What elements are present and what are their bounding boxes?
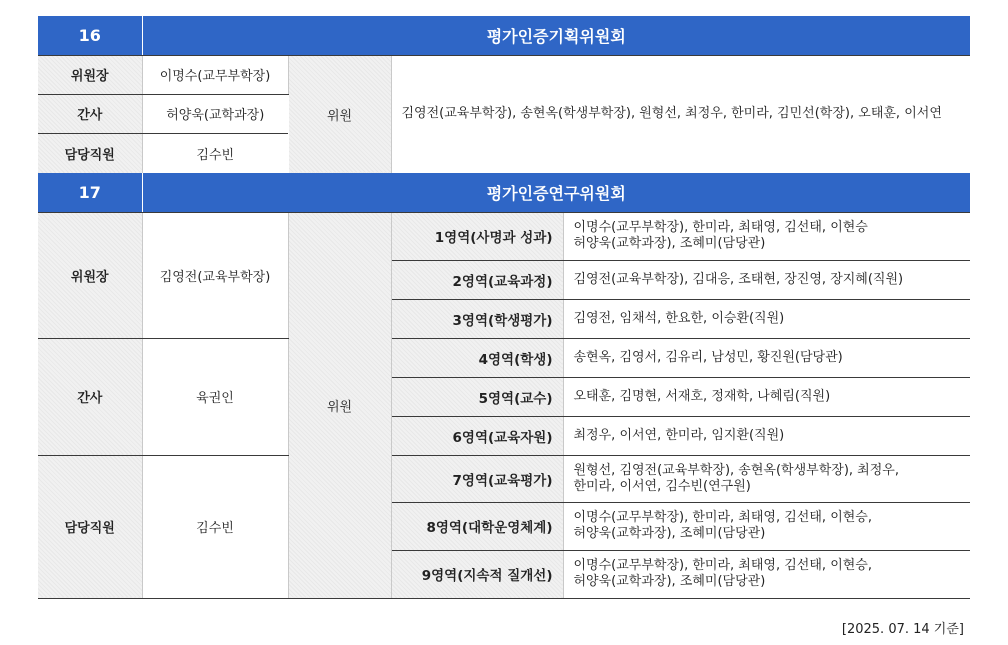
committee-name: 평가인증기획위원회 bbox=[142, 16, 970, 55]
secretary-value: 육권인 bbox=[142, 338, 288, 455]
chair-value: 김영전(교육부학장) bbox=[142, 212, 288, 338]
area-label: 5영역(교수) bbox=[391, 377, 563, 416]
area-members: 최정우, 이서연, 한미라, 임지환(직원) bbox=[563, 416, 970, 455]
area-members: 원형선, 김영전(교육부학장), 송현옥(학생부학장), 최정우, 한미라, 이서연, 김수빈(연구원) bbox=[563, 455, 970, 502]
area-label: 4영역(학생) bbox=[391, 338, 563, 377]
area-label: 8영역(대학운영체계) bbox=[391, 502, 563, 550]
staff-label: 담당직원 bbox=[38, 133, 142, 173]
area-label: 2영역(교육과정) bbox=[391, 260, 563, 299]
area-members: 오태훈, 김명현, 서재호, 정재학, 나혜림(직원) bbox=[563, 377, 970, 416]
secretary-label: 간사 bbox=[38, 94, 142, 133]
area-label: 7영역(교육평가) bbox=[391, 455, 563, 502]
members-label: 위원 bbox=[288, 55, 391, 173]
area-label: 6영역(교육자원) bbox=[391, 416, 563, 455]
committee-16-table bbox=[38, 16, 970, 174]
area-members: 김영전(교육부학장), 김대응, 조태현, 장진영, 장지혜(직원) bbox=[563, 260, 970, 299]
chair-label: 위원장 bbox=[38, 212, 142, 338]
chair-value: 이명수(교무부학장) bbox=[142, 55, 288, 94]
chair-label: 위원장 bbox=[38, 55, 142, 94]
members-label: 위원 bbox=[288, 212, 391, 598]
area-members: 이명수(교무부학장), 한미라, 최태영, 김선태, 이현승, 허양욱(교학과장), 조혜미(담당관) bbox=[563, 550, 970, 598]
staff-value: 김수빈 bbox=[142, 133, 288, 173]
reference-date-note: [2025. 07. 14 기준] bbox=[841, 622, 964, 637]
area-label: 3영역(학생평가) bbox=[391, 299, 563, 338]
committee-17-table bbox=[38, 173, 970, 599]
area-members: 이명수(교무부학장), 한미라, 최태영, 김선태, 이현승 허양욱(교학과장), 조혜미(담당관) bbox=[563, 212, 970, 260]
area-label: 1영역(사명과 성과) bbox=[391, 212, 563, 260]
area-members: 이명수(교무부학장), 한미라, 최태영, 김선태, 이현승, 허양욱(교학과장), 조혜미(담당관) bbox=[563, 502, 970, 550]
secretary-label: 간사 bbox=[38, 338, 142, 455]
committee-name: 평가인증연구위원회 bbox=[142, 173, 970, 212]
committee-number: 16 bbox=[38, 16, 142, 55]
staff-value: 김수빈 bbox=[142, 455, 288, 598]
staff-label: 담당직원 bbox=[38, 455, 142, 598]
members-value: 김영전(교육부학장), 송현옥(학생부학장), 원형선, 최정우, 한미라, 김민선(학장), 오태훈, 이서연 bbox=[391, 55, 970, 173]
committee-number: 17 bbox=[38, 173, 142, 212]
area-members: 송현옥, 김영서, 김유리, 남성민, 황진원(담당관) bbox=[563, 338, 970, 377]
area-label: 9영역(지속적 질개선) bbox=[391, 550, 563, 598]
area-members: 김영전, 임채석, 한요한, 이승환(직원) bbox=[563, 299, 970, 338]
secretary-value: 허양욱(교학과장) bbox=[142, 94, 288, 133]
